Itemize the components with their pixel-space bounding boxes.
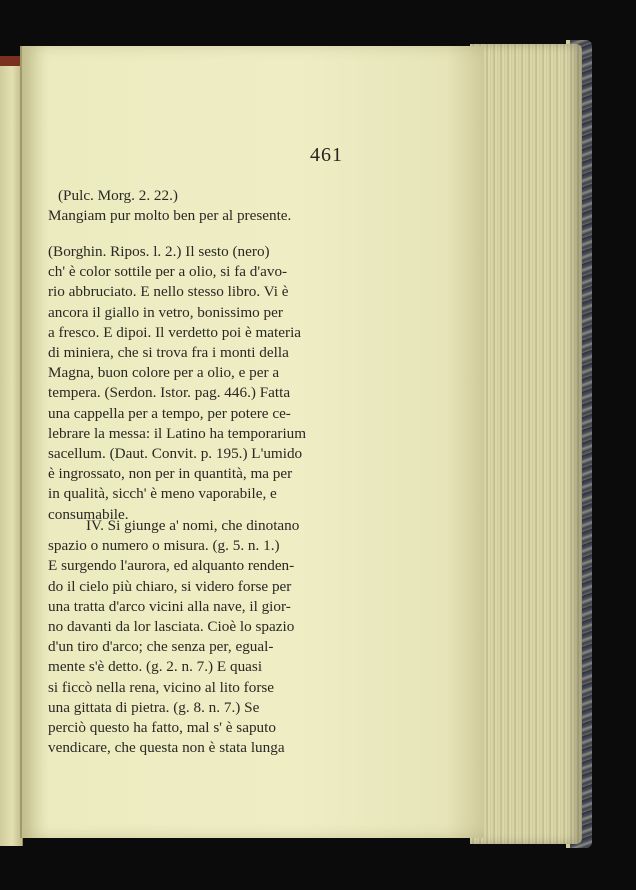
text-line: do il cielo più chiaro, si videro forse per [48, 577, 292, 595]
text-line: è ingrossato, non per in quantità, ma per [48, 465, 293, 483]
text-line: rio abbruciato. E nello stesso libro. Vi è [48, 283, 289, 301]
text-line: a fresco. E dipoi. Il verdetto poi è materia [48, 323, 302, 341]
red-bookmark-edge [0, 56, 20, 66]
text-line: IV. Si giunge a' nomi, che dinotano [86, 517, 300, 534]
page-number: 461 [310, 144, 343, 166]
text-line: spazio o numero o misura. (g. 5. n. 1.) [48, 537, 280, 555]
text-line: (Borghin. Ripos. l. 2.) Il sesto (nero) [48, 243, 270, 260]
text-line: tempera. (Serdon. Istor. pag. 446.) Fatta [48, 384, 291, 402]
text-line: di miniera, che si trova fra i monti della [48, 344, 289, 362]
text-line: una tratta d'arco vicini alla nave, il gior- [48, 597, 291, 615]
text-line: si ficcò nella rena, vicino al lito forse [48, 678, 275, 696]
quote-line: (Pulc. Morg. 2. 22.) [58, 187, 178, 204]
text-line: d'un tiro d'arco; che senza per, egual- [48, 638, 274, 656]
stacked-page-edges [470, 44, 582, 844]
text-line: E surgendo l'aurora, ed alquanto renden- [48, 557, 295, 575]
text-line: ancora il giallo in vetro, bonissimo per [48, 303, 283, 321]
book-page [20, 46, 484, 838]
text-line: no davanti da lor lasciata. Cioè lo spazio [48, 618, 295, 636]
text-line: vendicare, che questa non è stata lunga [48, 739, 285, 757]
text-line: Magna, buon colore per a olio, e per a [48, 364, 280, 382]
paragraph-section-iv [48, 516, 354, 758]
text-line: sacellum. (Daut. Convit. p. 195.) L'umido [48, 445, 303, 463]
text-line: una cappella per a tempo, per potere ce- [48, 404, 291, 422]
text-line: una gittata di pietra. (g. 8. n. 7.) Se [48, 698, 260, 716]
text-line: in qualità, sicch' è meno vaporabile, e [48, 485, 277, 503]
text-line: consumabile. [48, 505, 129, 523]
text-line: ch' è color sottile per a olio, si fa d'avo- [48, 263, 288, 281]
paragraph-colors [48, 242, 354, 525]
text-line: lebrare la messa: il Latino ha temporarium [48, 424, 307, 442]
text-line: perciò questo ha fatto, mal s' è saputo [48, 719, 276, 737]
text-line: mente s'è detto. (g. 2. n. 7.) E quasi [48, 658, 263, 676]
quote-block [48, 186, 354, 226]
quote-line: Mangiam pur molto ben per al presente. [48, 207, 292, 225]
